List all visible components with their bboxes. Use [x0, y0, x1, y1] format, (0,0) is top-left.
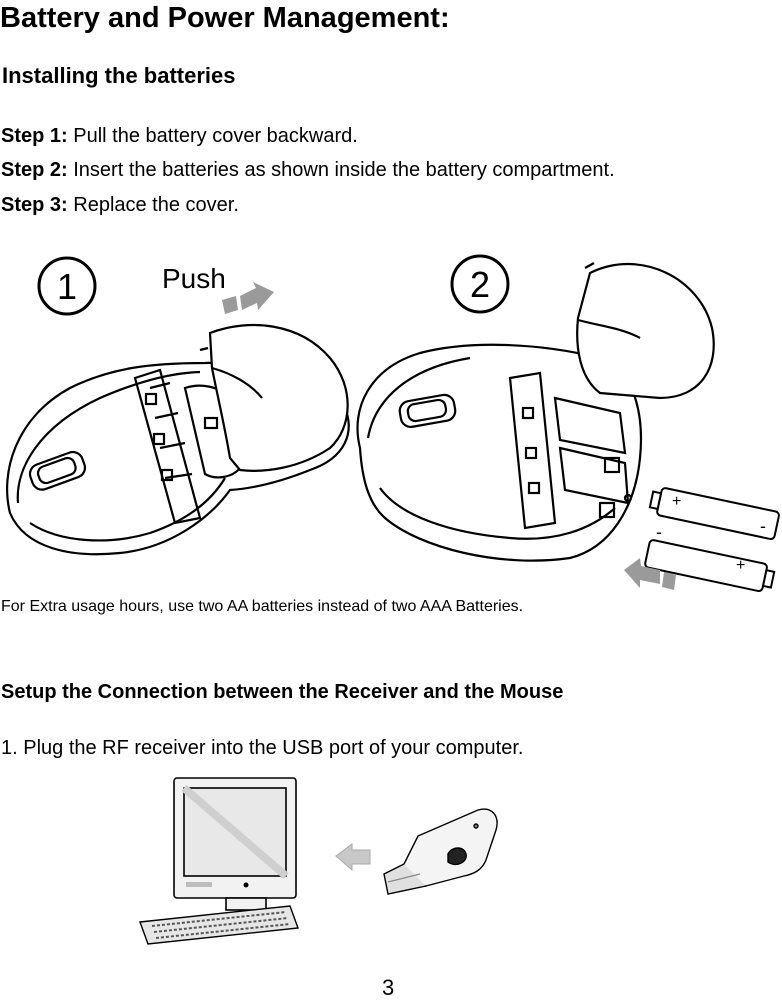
- step-3-label: Step 3:: [1, 194, 68, 216]
- section-heading-connection: Setup the Connection between the Receiver and the Mouse: [1, 681, 564, 703]
- step-1: [1, 123, 358, 149]
- step-2-label: Step 2:: [1, 159, 68, 181]
- step-marker-1: [39, 258, 95, 314]
- battery-1-plus: +: [672, 493, 682, 510]
- plug-in-arrow-icon: [336, 844, 370, 870]
- push-arrow-icon: [222, 282, 274, 314]
- battery-installation-illustration: [0, 248, 782, 593]
- battery-2-minus: -: [656, 522, 662, 542]
- battery-1-minus: -: [760, 516, 766, 536]
- usb-receiver-illustration: [130, 770, 510, 950]
- step-marker-2: [452, 256, 508, 312]
- mouse-open-cover-illustration: [7, 325, 349, 554]
- step-marker-2-number: 2: [469, 264, 491, 305]
- instruction-plug-receiver: 1. Plug the RF receiver into the USB port of your computer.: [1, 737, 524, 759]
- step-1-label: Step 1:: [1, 125, 68, 147]
- step-3: [1, 192, 239, 218]
- section-heading-installing-batteries: Installing the batteries: [2, 63, 236, 88]
- usb-receiver-icon: [384, 809, 497, 894]
- step-2-text: Insert the batteries as shown inside the battery compartment.: [73, 159, 615, 181]
- step-1-text: Pull the battery cover backward.: [73, 125, 358, 147]
- page-title: Battery and Power Management:: [0, 2, 450, 34]
- monitor-icon: [174, 778, 296, 910]
- step-marker-1-number: 1: [56, 266, 78, 307]
- page-number: 3: [382, 975, 395, 1000]
- push-label: Push: [162, 263, 226, 294]
- battery-2-plus: +: [736, 557, 746, 574]
- step-3-text: Replace the cover.: [73, 194, 239, 216]
- keyboard-icon: [140, 906, 298, 944]
- step-2: [1, 157, 615, 183]
- battery-note: For Extra usage hours, use two AA batteries instead of two AAA Batteries.: [1, 598, 524, 615]
